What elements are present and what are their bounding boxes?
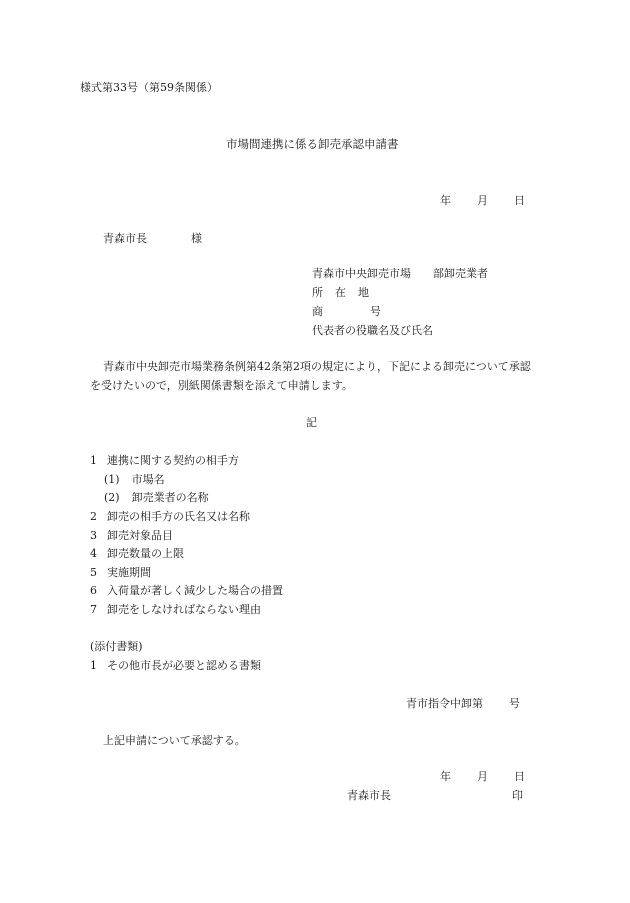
approval-date — [440, 770, 525, 784]
day-label: 日 — [514, 194, 525, 207]
application-date — [440, 194, 525, 208]
applicant-market: 青森市中央卸売市場 — [312, 267, 411, 280]
list-item — [104, 473, 165, 487]
body-line-1: 青森市中央卸売市場業務条例第42条第2項の規定により，下記による卸売について承認 — [103, 360, 531, 373]
list-item — [90, 454, 239, 468]
item-number: 1 — [90, 454, 97, 467]
approval-statement: 上記申請について承認する。 — [103, 734, 246, 747]
item-text: 実施期間 — [107, 566, 151, 579]
item-text: 連携に関する契約の相手方 — [107, 454, 239, 467]
year-label: 年 — [440, 194, 451, 207]
applicant-trade-name-label: 商 号 — [312, 305, 381, 318]
applicant-address-label: 所 在 地 — [312, 286, 369, 299]
applicant-market-line — [312, 267, 488, 281]
year-label: 年 — [440, 770, 451, 783]
reference-prefix: 青市指令中卸第 — [406, 697, 483, 710]
applicant-department: 部卸売業者 — [433, 267, 488, 280]
list-item — [90, 566, 151, 580]
item-number: 7 — [90, 603, 97, 616]
addressee — [103, 232, 202, 246]
item-number: 3 — [90, 529, 97, 542]
item-text: 卸売数量の上限 — [107, 547, 184, 560]
body-line-2: を受けたいので，別紙関係書類を添えて申請します。 — [90, 379, 353, 392]
item-text: 卸売対象品目 — [107, 529, 173, 542]
item-number: (1) — [104, 473, 120, 486]
list-item — [90, 603, 261, 617]
item-number: 5 — [90, 566, 97, 579]
item-text: その他市長が必要と認める書類 — [107, 659, 261, 672]
ki-heading: 記 — [306, 416, 317, 429]
item-text: 市場名 — [131, 473, 165, 486]
month-label: 月 — [477, 770, 488, 783]
seal-mark: 印 — [512, 789, 523, 802]
item-text: 卸売をしなければならない理由 — [107, 603, 261, 616]
attachments-heading: (添付書類) — [90, 640, 143, 653]
list-item — [104, 491, 209, 505]
addressee-name: 青森市長 — [103, 232, 147, 245]
item-text: 卸売業者の名称 — [131, 491, 209, 504]
form-number: 様式第33号（第59条関係） — [80, 81, 218, 94]
document-title: 市場間連携に係る卸売承認申請書 — [226, 137, 399, 151]
item-number: 2 — [90, 510, 97, 523]
addressee-honorific: 様 — [191, 232, 202, 245]
item-number: 4 — [90, 547, 97, 560]
item-text: 入荷量が著しく減少した場合の措置 — [107, 584, 283, 597]
approval-authority: 青森市長 — [347, 789, 391, 802]
item-number: 1 — [90, 659, 97, 672]
day-label: 日 — [514, 770, 525, 783]
list-item — [90, 547, 184, 561]
attachment-item — [90, 659, 261, 673]
item-number: (2) — [104, 491, 120, 504]
item-number: 6 — [90, 584, 97, 597]
list-item — [90, 584, 283, 598]
approval-reference — [406, 697, 520, 711]
month-label: 月 — [477, 194, 488, 207]
list-item — [90, 510, 250, 524]
reference-suffix: 号 — [509, 697, 520, 710]
applicant-representative-label: 代表者の役職名及び氏名 — [312, 324, 433, 337]
item-text: 卸売の相手方の氏名又は名称 — [107, 510, 250, 523]
list-item — [90, 529, 173, 543]
